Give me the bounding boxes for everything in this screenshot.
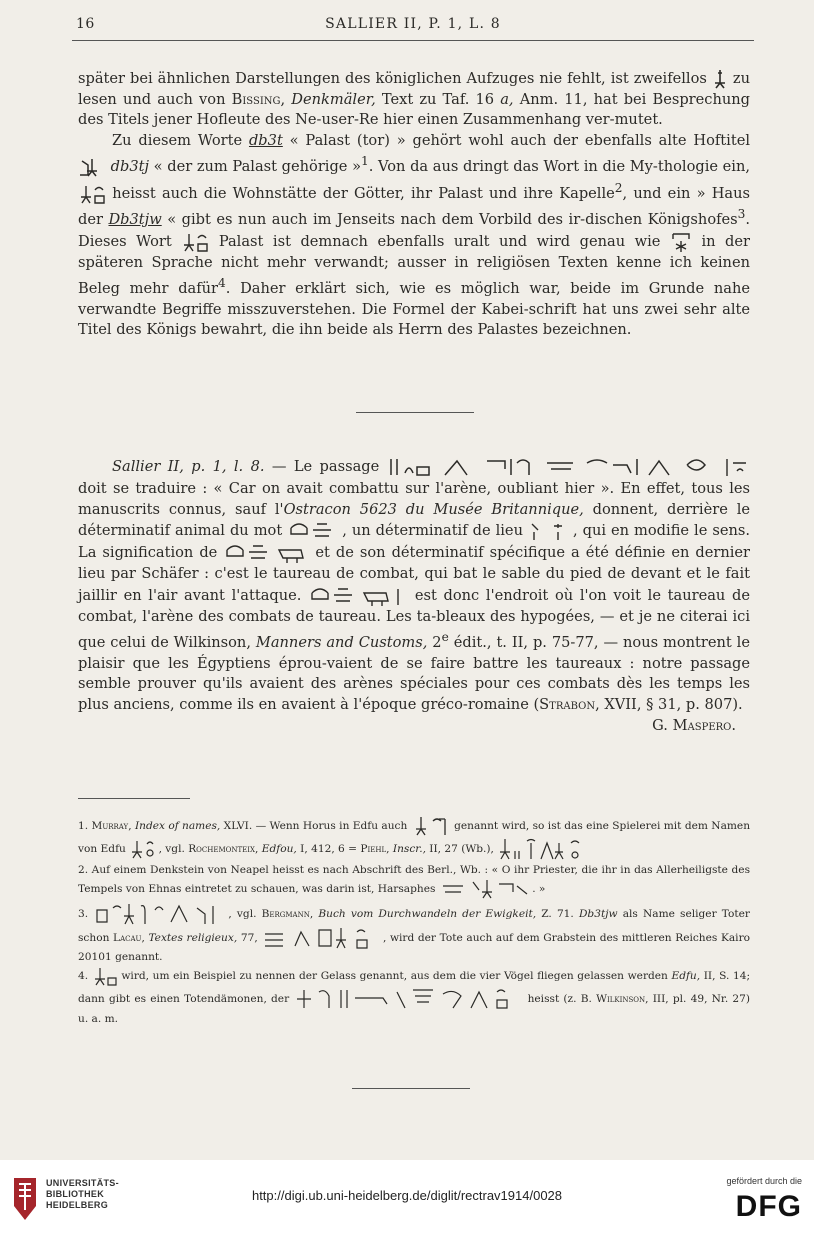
running-title: SALLIER II, P. 1, L. 8 [325, 16, 501, 32]
library-name: UNIVERSITÄTS- BIBLIOTHEK HEIDELBERG [46, 1178, 119, 1210]
hieroglyph-house-icon [78, 184, 106, 204]
hieroglyph-house-icon [93, 902, 223, 926]
hieroglyph-bull-icon [287, 520, 337, 542]
hieroglyph-house-icon [129, 839, 155, 859]
footnotes [78, 815, 750, 1027]
footnote-2: 2. Auf einem Denkstein von Neapel heisst es nach Abschrift des Berl., Wb. : « O ihr Priester, die ihr in das Allerheiligste des Tempels von Ehnas eintretet zu schauen, was darin ist, Harsaphes . » [78, 863, 750, 900]
footnote-3: 3. , vgl. Bergmann, Buch vom Durchwandeln der Ewigkeit, Z. 71. Db3tjw als Name seliger Toter schon Lacau, Textes religieux, 77, , wird der Tote auch auf dem Grabstein des mittleren Reiches Kairo 20101 genannt. [78, 902, 750, 965]
running-header [72, 16, 754, 38]
permalink[interactable]: http://digi.ub.uni-heidelberg.de/diglit/rectrav1914/0028 [251, 1188, 563, 1203]
hieroglyph-bird-icon [293, 986, 523, 1012]
hieroglyph-house-icon [181, 232, 209, 252]
page-number: 16 [76, 16, 95, 32]
hieroglyph-bull-icon [308, 585, 408, 607]
funded-by-label: gefördert durch die [726, 1176, 802, 1186]
hieroglyph-bull-icon [223, 542, 309, 564]
author-signature: G. Maspero. [652, 716, 736, 734]
section1-paragraph-2: Zu diesem Worte db3t « Palast (tor) » gehört wohl auch der ebenfalls alte Hoftitel db3tj « der zum Palast gehörige »$^1$. Von da aus dringt das Wort in die My-thologie ein, heisst auch die Wohnstätte der Götter, ihr Palast und ihre Kapelle$^2$, und ein » Haus der Db3tjw « gibt es nun auch im Jenseits nach dem Vorbild des ir-dischen Königshofes$^3$. Dieses Wort Palast ist demnach ebenfalls uralt und wird genau wie in der späteren Sprache nicht mehr verwandt; ausser in religiösen Texten kenne ich keinen Beleg mehr dafür$^4$. Daher erklärt sich, wie es möglich war, beide im Grunde nahe verwandte Begriffe misszuverstehen. Die Formel der Kabei-schrift hat uns zwei sehr alte Titel des Königs bewahrt, die ihn beide als Herrn des Palastes bezeichnen. [78, 131, 751, 339]
hieroglyph-reed-icon [497, 837, 587, 861]
hieroglyph-star-icon [670, 231, 692, 253]
section2-body [78, 455, 750, 736]
footnote-4: 4. wird, um ein Beispiel zu nennen der Gelass genannt, aus dem die vier Vögel fliegen gelassen werden Edfu, II, S. 14; dann gibt es einen Totendämonen, der heisst (z. B. Wilkinson, III, pl. 49, Nr. 27) u. a. m. [78, 966, 750, 1027]
hieroglyph-passage-icon [387, 455, 717, 479]
dfg-logo: DFG [735, 1190, 802, 1223]
hieroglyph-bird-icon [78, 157, 106, 177]
digitization-footer [0, 1160, 814, 1237]
hieroglyph-reed-icon [712, 69, 728, 89]
header-rule [72, 40, 754, 41]
section2-paragraph: Sallier II, p. 1, l. 8. — Le passage doit se traduire : « Car on avait combattu sur l'arène, oubliant hier ». En effet, tous les manuscrits connus, sauf l'Ostracon 5623 du Musée Britannique, donnent, derrière le déterminatif animal du mot , un déterminatif de lieu , qui en modifie le sens. La signification de et de son déterminatif spécifique a été définie en dernier lieu par Schäfer : c'est le taureau de combat, qui bat le sable du pied de devant et le fait jaillir en l'air avant l'attaque. est donc l'endroit où l'on voit le taureau de combat, l'arène des combats de taureau. Les ta-bleaux des hypogées, — et je ne citerai ici que celui de Wilkinson, Manners and Customs, 2e édit., t. II, p. 75-77, — nous montrent le plaisir que les Égyptiens éprou-vaient de se faire battre les taureaux : notre passage semble prouver qu'ils avaient des arènes spéciales pour ces combats dès les temps les plus anciens, comme ils en avaient à l'époque gréco-romaine (Strabon, XVII, § 31, p. 807). G. Maspero. [78, 455, 750, 716]
section-divider [356, 412, 474, 413]
section2-reference: Sallier II, p. 1, l. 8. [112, 458, 265, 475]
section1-paragraph-1: später bei ähnlichen Darstellungen des königlichen Aufzuges nie fehlt, ist zweifellos zu lesen und auch von Bissing, Denkmäler, Text zu Taf. 16 a, Anm. 11, hat bei Besprechung des Titels jener Hofleute des Ne-user-Re hier einen Zusammenhang ver-mutet. [78, 70, 751, 129]
hieroglyph-reed-icon [411, 815, 451, 837]
hieroglyph-bird-icon [261, 926, 379, 950]
footnote-rule [78, 798, 190, 799]
section1-body [78, 69, 750, 341]
hieroglyph-house-icon [92, 966, 118, 986]
end-rule [352, 1088, 470, 1089]
hieroglyph-water-icon [528, 520, 568, 542]
footnote-1: 1. Murray, Index of names, XLVI. — Wenn Horus in Edfu auch genannt wird, so ist das eine Spielerei mit dem Namen von Edfu , vgl. Rochemonteix, Edfou, I, 412, 6 = Piehl, Inscr., II, 27 (Wb.), [78, 815, 750, 861]
hieroglyph-reed-icon [724, 457, 750, 477]
hieroglyph-bird-icon [439, 878, 529, 900]
